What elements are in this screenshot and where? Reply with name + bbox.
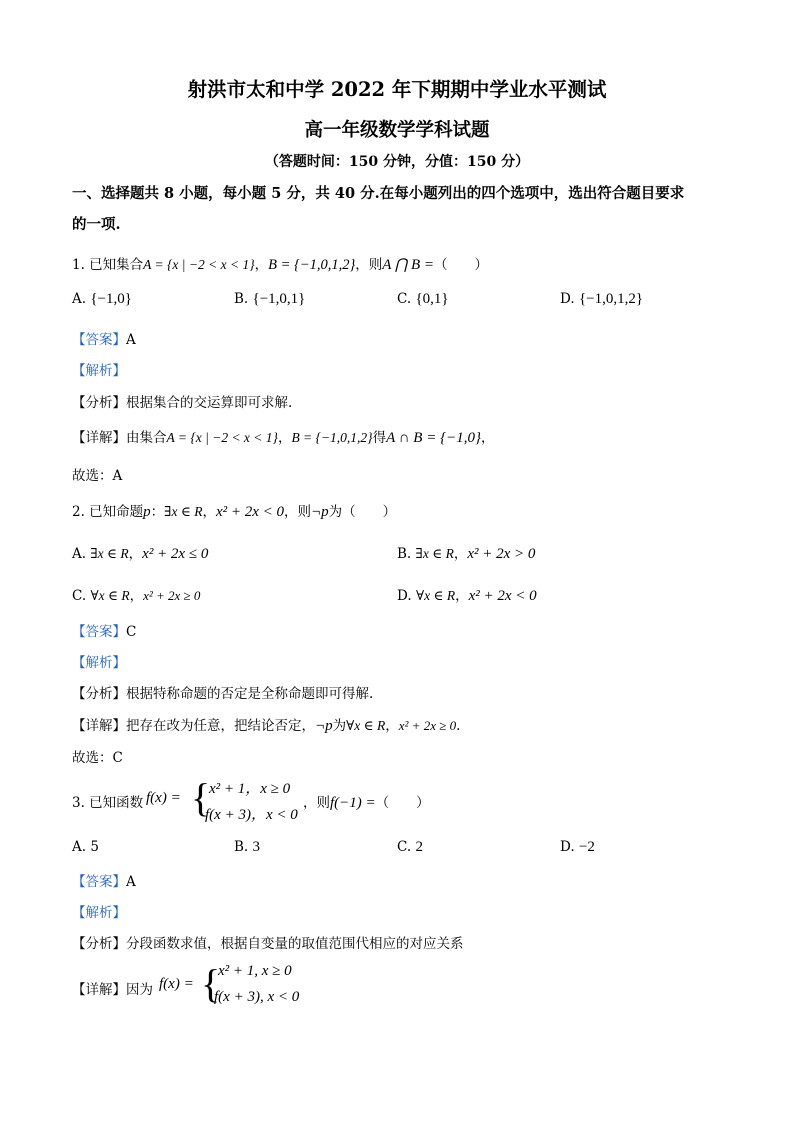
option-value: 5 xyxy=(90,839,99,855)
choice-label: 故选： xyxy=(72,750,113,766)
q3-option-b xyxy=(234,839,260,856)
option-value: {0,1} xyxy=(415,291,449,307)
q2-stem-end: 为（ ） xyxy=(328,504,397,520)
detail-comma: ， xyxy=(385,718,399,734)
q3-option-d xyxy=(560,839,595,856)
question-2 xyxy=(72,500,396,521)
q2-stem-pre: 2. 已知命题 xyxy=(72,504,144,520)
option-value: 2 xyxy=(415,839,423,855)
q2-choice xyxy=(72,746,123,766)
q1-option-c xyxy=(397,291,449,308)
q1-set-a: A = {x | −2 < x < 1} xyxy=(143,257,255,272)
option-ineq: x² + 2x > 0 xyxy=(467,546,536,562)
exam-subject: 高一年级数学学科试题 xyxy=(304,120,490,141)
detail-mid: 得 xyxy=(372,430,387,446)
option-value: {−1,0,1,2} xyxy=(578,291,644,307)
detail-pre: 因为 xyxy=(126,982,153,998)
option-quantifier: ∃x ∈ R xyxy=(90,546,129,561)
option-label: B. xyxy=(397,546,412,562)
option-value: {−1,0} xyxy=(90,291,132,307)
choice-value: A xyxy=(112,468,123,484)
fenxi-text: 根据特称命题的否定是全称命题即可得解. xyxy=(126,686,374,702)
option-label: B. xyxy=(234,839,249,855)
answer-label: 【答案】 xyxy=(72,332,126,348)
q1-stem-pre: 1. 已知集合 xyxy=(72,257,144,273)
exam-info: （答题时间：150 分钟，分值：150 分） xyxy=(264,154,530,170)
q1-expr: A ⋂ B = xyxy=(382,257,434,273)
q3-case2: f(x + 3)，x < 0 xyxy=(205,807,298,823)
option-quantifier: ∀x ∈ R xyxy=(415,588,456,603)
option-label: C. xyxy=(397,839,412,855)
q3-option-c xyxy=(397,839,423,856)
q3-stem-mid: ，则 xyxy=(303,795,330,811)
detail-label: 【详解】 xyxy=(72,430,126,446)
q2-option-d: D. ∀x ∈ R，x² + 2x < 0 xyxy=(397,588,537,604)
option-ineq: x² + 2x ≥ 0 xyxy=(143,588,201,603)
answer-value: A xyxy=(126,874,136,890)
option-label: C. xyxy=(72,588,87,604)
detail-label: 【详解】 xyxy=(72,982,126,998)
option-label: D. xyxy=(397,588,412,604)
q2-p: p xyxy=(143,504,151,520)
q1-fenxi xyxy=(72,391,292,411)
fenxi-text: 根据集合的交运算即可求解. xyxy=(126,395,293,411)
q2-answer xyxy=(72,620,136,640)
choice-label: 故选： xyxy=(72,468,113,484)
option-value: 3 xyxy=(252,839,261,855)
q2-analysis-label: 【解析】 xyxy=(72,655,126,671)
q1-option-b xyxy=(234,291,305,308)
q2-prop: ∃x ∈ R xyxy=(164,504,203,519)
detail-pre: 由集合 xyxy=(126,430,167,446)
detail-label: 【详解】 xyxy=(72,718,126,734)
fenxi-label: 【分析】 xyxy=(72,936,126,952)
q2-detail xyxy=(72,714,460,735)
detail-result: A ∩ B = {−1,0} xyxy=(386,430,481,446)
detail-sep: ， xyxy=(277,430,292,446)
q3-ask: f(−1) = xyxy=(330,795,376,811)
question-1 xyxy=(72,253,488,274)
q2-ineq: x² + 2x < 0 xyxy=(215,504,285,520)
q3-detail-case1: x² + 1, x ≥ 0 xyxy=(218,963,292,979)
answer-value: A xyxy=(126,332,136,348)
option-quantifier: ∃x ∈ R xyxy=(415,546,454,561)
q1-stem-mid: ，则 xyxy=(355,257,383,273)
q1-answer xyxy=(72,328,136,348)
detail-negp: ¬p xyxy=(315,718,333,734)
section-heading-line1: 一、选择题共 8 小题，每小题 5 分，共 40 分.在每小题列出的四个选项中，选出符合题目要求 xyxy=(72,185,685,202)
q3-brace: { xyxy=(191,775,211,820)
q1-option-a xyxy=(72,291,132,308)
option-label: D. xyxy=(560,839,575,855)
answer-value: C xyxy=(126,624,137,640)
q3-detail-brace: { xyxy=(201,961,221,1006)
detail-quantifier: ∀x ∈ R xyxy=(346,718,386,733)
q3-case1: x² + 1，x ≥ 0 xyxy=(209,781,291,797)
q2-comma: ， xyxy=(202,504,216,520)
q1-detail xyxy=(72,426,494,447)
option-quantifier: ∀x ∈ R xyxy=(90,588,130,603)
option-label: C. xyxy=(397,291,412,307)
q2-option-a: A. ∃x ∈ R，x² + 2x ≤ 0 xyxy=(72,546,209,562)
option-value: −2 xyxy=(578,839,595,855)
q2-option-b: B. ∃x ∈ R，x² + 2x > 0 xyxy=(397,546,536,562)
section-heading-line2: 的一项. xyxy=(72,216,121,233)
fenxi-label: 【分析】 xyxy=(72,686,126,702)
detail-ineq: x² + 2x ≥ 0 xyxy=(398,718,457,733)
fenxi-label: 【分析】 xyxy=(72,395,126,411)
option-ineq: x² + 2x < 0 xyxy=(468,588,537,604)
q1-analysis-label: 【解析】 xyxy=(72,363,126,379)
fenxi-text: 分段函数求值，根据自变量的取值范围代相应的对应关系 xyxy=(126,936,464,952)
q2-fenxi xyxy=(72,682,373,702)
option-label: A. xyxy=(72,546,87,562)
q3-detail-fx: f(x) = xyxy=(159,976,194,992)
detail-set-a: A = {x | −2 < x < 1} xyxy=(166,430,278,445)
detail-set-b: B = {−1,0,1,2} xyxy=(291,430,373,445)
choice-value: C xyxy=(112,750,123,766)
detail-end: . xyxy=(456,718,461,734)
q3-detail-pre xyxy=(72,978,153,998)
detail-pre: 把存在改为任意，把结论否定， xyxy=(126,718,315,734)
exam-title: 射洪市太和中学 2022 年下期期中学业水平测试 xyxy=(187,78,607,101)
q1-choice xyxy=(72,464,122,484)
q1-sep: ， xyxy=(254,257,269,273)
q3-stem-pre: 3. 已知函数 xyxy=(72,795,144,811)
q3-fenxi xyxy=(72,932,464,952)
q1-paren: （ ） xyxy=(434,257,488,273)
option-label: A. xyxy=(72,291,87,307)
option-label: D. xyxy=(560,291,575,307)
q3-fx: f(x) = xyxy=(146,790,181,806)
q2-colon: ： xyxy=(150,504,165,520)
q3-option-a xyxy=(72,839,99,855)
q3-answer xyxy=(72,870,136,890)
q2-option-c: C. ∀x ∈ R，x² + 2x ≥ 0 xyxy=(72,588,201,604)
q1-set-b: B = {−1,0,1,2} xyxy=(268,257,356,273)
detail-end: ， xyxy=(480,430,495,446)
q3-paren: （ ） xyxy=(375,795,430,811)
option-label: B. xyxy=(234,291,249,307)
q2-negp: ¬p xyxy=(311,504,329,520)
q3-stem-rest xyxy=(303,791,430,812)
answer-label: 【答案】 xyxy=(72,874,126,890)
q2-stem-mid: ，则 xyxy=(284,504,312,520)
option-label: A. xyxy=(72,839,87,855)
option-value: {−1,0,1} xyxy=(252,291,306,307)
q3-detail-case2: f(x + 3), x < 0 xyxy=(214,989,300,1005)
option-ineq: x² + 2x ≤ 0 xyxy=(142,546,209,562)
q3-analysis-label: 【解析】 xyxy=(72,905,126,921)
q1-option-d xyxy=(560,291,643,308)
detail-mid: 为 xyxy=(332,718,347,734)
answer-label: 【答案】 xyxy=(72,624,126,640)
